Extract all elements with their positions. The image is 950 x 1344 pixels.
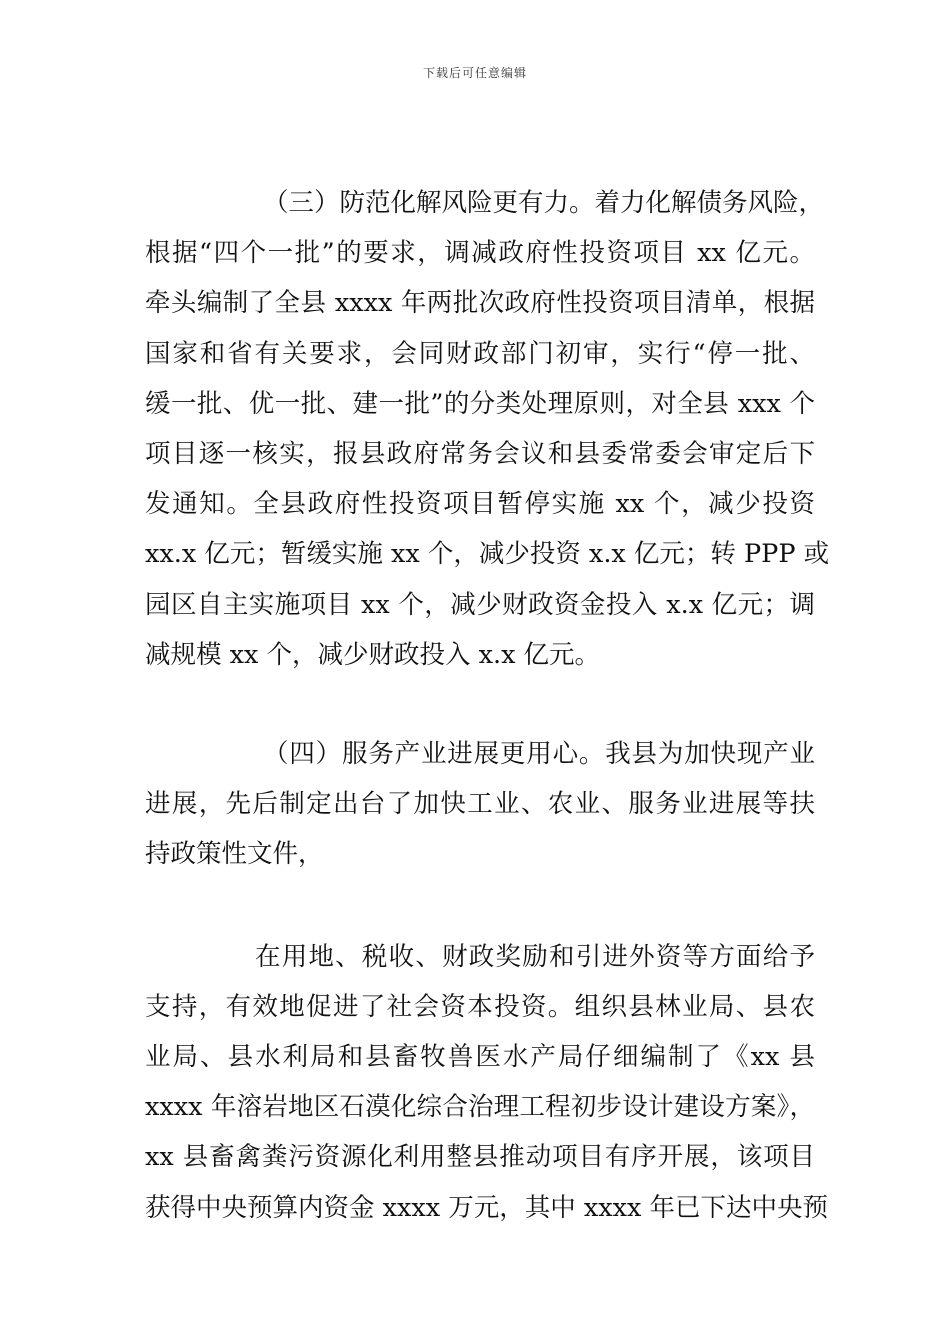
- text-line: （三）防范化解风险更有力。着力化解债务风险，: [263, 188, 825, 218]
- text-line: 减规模 xx 个，减少财政投入 x.x 亿元。: [145, 639, 601, 670]
- text-line: 持政策性文件，: [145, 839, 324, 870]
- text-line: 牵头编制了全县 xxxx 年两批次政府性投资项目清单，根据: [145, 288, 815, 319]
- paragraph-support-measures: [145, 932, 828, 1233]
- text-line: 缓一批、优一批、建一批”的分类处理原则，对全县 xxx 个: [145, 388, 815, 419]
- document-body: [145, 178, 830, 1233]
- text-line: 进展，先后制定出台了加快工业、农业、服务业进展等扶: [145, 789, 815, 820]
- text-line: 项目逐一核实，报县政府常务会议和县委常委会审定后下: [145, 439, 815, 470]
- text-line: 发通知。全县政府性投资项目暂停实施 xx 个，减少投资: [145, 489, 815, 520]
- text-line: 国家和省有关要求，会同财政部门初审，实行“停一批、: [145, 338, 815, 369]
- text-line: xx 县畜禽粪污资源化利用整县推动项目有序开展，该项目: [145, 1142, 815, 1173]
- text-line: 园区自主实施项目 xx 个，减少财政资金投入 x.x 亿元；调: [145, 589, 815, 620]
- page-header: 下载后可任意编辑: [422, 66, 527, 80]
- text-line: xx.x 亿元；暂缓实施 xx 个，减少投资 x.x 亿元；转 PPP 或: [145, 539, 830, 570]
- text-line: 业局、县水利局和县畜牧兽医水产局仔细编制了《xx 县: [145, 1042, 815, 1073]
- paragraph-industry-service: [145, 729, 815, 880]
- text-line: 支持，有效地促进了社会资本投资。组织县林业局、县农: [145, 991, 815, 1022]
- text-line: 在用地、税收、财政奖励和引进外资等方面给予: [255, 941, 815, 972]
- text-line: （四）服务产业进展更用心。我县为加快现产业: [263, 739, 815, 770]
- text-line: 获得中央预算内资金 xxxx 万元，其中 xxxx 年已下达中央预: [145, 1192, 828, 1223]
- text-line: xxxx 年溶岩地区石漠化综合治理工程初步设计建设方案》，: [145, 1092, 815, 1123]
- text-line: 根据“四个一批”的要求，调减政府性投资项目 xx 亿元。: [145, 238, 815, 269]
- paragraph-risk-prevention: [145, 178, 830, 680]
